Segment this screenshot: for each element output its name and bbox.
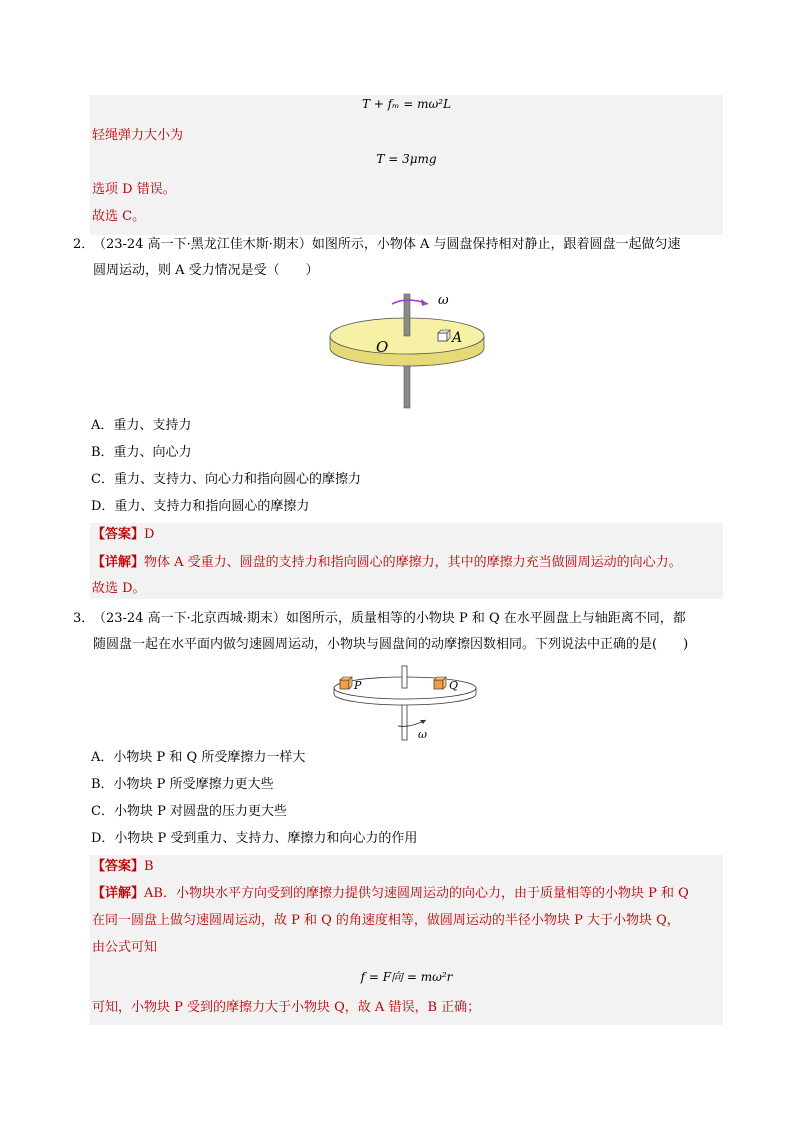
rotating-disk-figure — [328, 290, 486, 412]
option-c[interactable]: C．重力、支持力、向心力和指向圆心的摩擦力 — [91, 472, 361, 487]
question-number: 2． — [73, 237, 95, 252]
block-a — [438, 333, 447, 341]
omega-label: ω — [418, 728, 427, 741]
question-stem-line: 圆周运动，则 A 受力情况是受（ ） — [93, 263, 319, 278]
block-label: A — [452, 330, 463, 346]
answer-line — [92, 525, 154, 545]
p-label: P — [354, 679, 362, 692]
answer-conclusion: 故选 C。 — [92, 209, 146, 224]
question-stem-line: （23-24 高一下·北京西城·期末）如图所示，质量相等的小物块 P 和 Q 在水平圆盘上与轴距离不同，都 — [93, 611, 686, 626]
disk-two-blocks-figure — [332, 664, 482, 742]
answer-tag: 【答案】 — [92, 859, 145, 874]
block-p — [340, 680, 349, 689]
option-c[interactable]: C．小物块 P 对圆盘的压力更大些 — [91, 804, 287, 819]
answer-text: 选项 D 错误。 — [92, 182, 176, 197]
detail-text: AB．小物块水平方向受到的摩擦力提供匀速圆周运动的向心力，由于质量相等的小物块 P 和 Q — [144, 886, 689, 901]
formula-tension: T = 3μmg — [376, 152, 437, 166]
answer-line — [92, 857, 154, 877]
axle-bottom — [402, 700, 407, 740]
answer-value: D — [144, 527, 155, 542]
option-b[interactable]: B．重力、向心力 — [91, 445, 192, 460]
detail-tag: 【详解】 — [92, 555, 145, 570]
detail-line — [92, 553, 682, 573]
center-label: O — [376, 338, 389, 356]
answer-tag: 【答案】 — [92, 527, 145, 542]
question-stem-line: 随圆盘一起在水平面内做匀速圆周运动，小物块与圆盘间的动摩擦因数相同。下列说法中正确的是( ) — [93, 637, 689, 652]
question-stem-line: （23-24 高一下·黑龙江佳木斯·期末）如图所示，小物体 A 与圆盘保持相对静止，跟着圆盘一起做匀速 — [93, 237, 681, 252]
detail-line — [92, 884, 689, 904]
q-label: Q — [449, 679, 459, 692]
answer-value: B — [144, 859, 154, 874]
formula-tension-friction: T + fₘ = mω²L — [361, 97, 452, 111]
omega-label: ω — [438, 293, 449, 308]
detail-line: 由公式可知 — [92, 940, 158, 955]
option-a[interactable]: A．小物块 P 和 Q 所受摩擦力一样大 — [91, 750, 306, 765]
detail-line: 在同一圆盘上做匀速圆周运动，故 P 和 Q 的角速度相等，做圆周运动的半径小物块 P 大于小物块 Q， — [92, 913, 680, 928]
detail-line: 可知，小物块 P 受到的摩擦力大于小物块 Q，故 A 错误，B 正确； — [92, 1000, 481, 1015]
question-number: 3． — [73, 611, 95, 626]
option-b[interactable]: B．小物块 P 所受摩擦力更大些 — [91, 777, 274, 792]
option-d[interactable]: D．小物块 P 受到重力、支持力、摩擦力和向心力的作用 — [91, 831, 418, 846]
block-q — [434, 680, 443, 689]
answer-text: 轻绳弹力大小为 — [92, 128, 184, 143]
answer-conclusion: 故选 D。 — [92, 581, 146, 596]
formula-friction: f = F向 = mω²r — [360, 970, 453, 984]
option-a[interactable]: A．重力、支持力 — [91, 418, 192, 433]
question-2-stem — [73, 232, 723, 284]
arrowhead-icon — [421, 299, 428, 306]
axle-top — [402, 666, 407, 688]
question-3-stem — [73, 606, 723, 658]
option-d[interactable]: D．重力、支持力和指向圆心的摩擦力 — [91, 499, 310, 514]
detail-tag: 【详解】 — [92, 886, 145, 901]
detail-text: 物体 A 受重力、圆盘的支持力和指向圆心的摩擦力，其中的摩擦力充当做圆周运动的向心力。 — [144, 555, 682, 570]
